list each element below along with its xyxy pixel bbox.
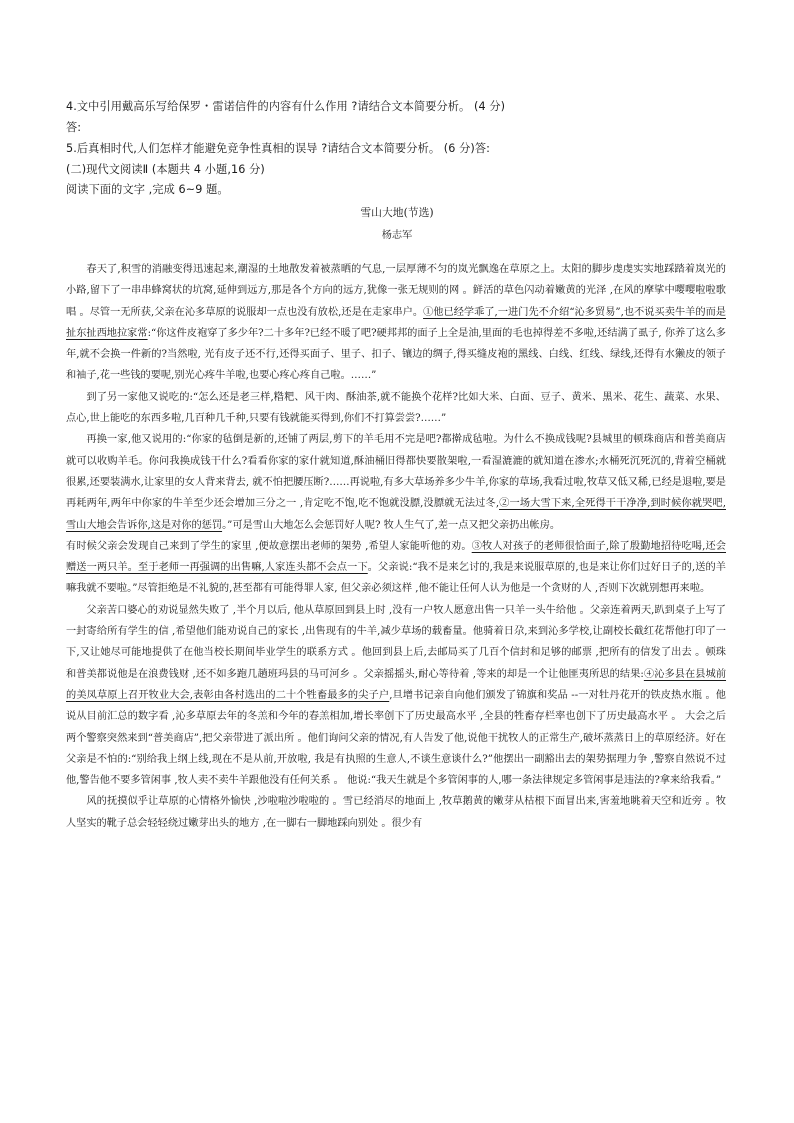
article-body bbox=[66, 259, 726, 834]
paragraph-2: 到了另一家他又说吃的:“怎么还是老三样,糌粑、风干肉、酥油茶,就不能换个花样?比如大米、白面、豆子、黄米、黑米、花生、蔬菜、水果、点心,世上能吃的东西多啦,几百种几千种,只要有钱就能买得到,你们不打算尝尝?……” bbox=[66, 391, 726, 425]
section-heading: (二)现代文阅读Ⅱ (本题共 4 小题,16 分) bbox=[66, 163, 265, 176]
reading-instruction: 阅读下面的文字 ,完成 6~9 题。 bbox=[66, 183, 229, 196]
paragraph-5-text-a: 父亲苦口婆心的劝说显然失败了 ,半个月以后, 他从草原回到县上时 ,没有一户牧人愿意出售一只羊一头牛给他 。父亲连着两天,趴到桌子上写了一封寄给所有学生的信 ,希望他们能劝说自己的家长 ,出售现有的牛羊,减少草场的载畜量。他骑着日尕,来到沁多学校,让副校长截红花帮他打印了一下,又让她尽可能地提供了在他当校长期间毕业学生的联系方式 。他回到县上后,去邮局买了几百个信封和足够的邮票 ,把所有的信发了出去 。顿珠和普美都说他是在浪费钱财 ,还不如多跑几趟班玛县的马可河乡 。父亲摇摇头,耐心等待着 ,等来的却是一个让他匪夷所思的结果: bbox=[66, 604, 726, 680]
paragraph-3-text-a: 再换一家,他又说用的:“你家的毡倒是新的,还铺了两层,剪下的羊毛用不完是吧?都擀成毡啦。为什么不换成钱呢?县城里的顿珠商店和普美商店就可以收购羊毛。你问我换成钱干什么?看看你家的家什就知道,酥油桶旧得都快要散架啦,一看湿漉漉的就知道在渗水;水桶死沉死沉的,背着空桶就很累,还要装满水,让家里的女人背来背去, 就不怕把腰压断?……再说啦,有多大草场养多少牛羊,你家的草场,我看过啦,牧草又低又稀,已经是退啦,要是再耗两年,两年中你家的牛羊至少还会增加三分之一 ,肯定吃不饱,吃不饱就没膘,没膘就无法过冬, bbox=[66, 434, 726, 510]
paragraph-4-text-b: 。父亲说:“我不是来乞讨的,我是来说服草原的,也是来让你们过好日子的,送的羊嘛我就不要啦。”尽管拒绝是不礼貌的,甚至都有可能得罪人家, 但父亲必须这样 ,他不能让任何人认为他是一个贪财的人 ,否则下次就别想再来啦。 bbox=[66, 562, 726, 595]
underlined-sentence-3: ③牧人对孩子的老师很恰面子,除了殷勤地招待吃喝,还会赠送一两只羊。至于老师一再强调的出售嘛,人家连头都不会点一下 bbox=[66, 540, 726, 574]
underlined-sentence-4: ④沁多县在县城前的美凤草原上召开牧业大会,表彰由各村选出的二十个牲畜最多的尖子户 bbox=[66, 668, 727, 701]
question-5: 5.后真相时代,人们怎样才能避免竞争性真相的误导 ?请结合文本简要分析。 (6 分)答: bbox=[66, 142, 491, 155]
underlined-sentence-2: ②一场大雪下来,全死得干干净净,到时候你就哭吧,雪山大地会告诉你,这是对你的惩罚 bbox=[66, 498, 726, 531]
paragraph-4-text-a: 有时候父亲会发现自己来到了学生的家里 ,便故意摆出老师的架势 ,希望人家能听他的劝。 bbox=[66, 540, 472, 552]
underlined-sentence-1: ①他已经学乖了,一进门先不介绍“沁多贸易”,也不说买卖牛羊的而是扯东扯西地拉家常 bbox=[66, 306, 726, 339]
paragraph-3 bbox=[66, 429, 726, 535]
question-4: 4.文中引用戴高乐写给保罗・雷诺信件的内容有什么作用 ?请结合文本简要分析。 (4 分) bbox=[66, 100, 506, 113]
article-title: 雪山大地(节选) bbox=[360, 206, 434, 219]
paragraph-1-text-b: :“你这件皮袍穿了多少年?二十多年?已经不暖了吧?硬邦邦的面子上全是油,里面的毛也掉得差不多啦,还结满了虱子, 你养了这么多年,就不会换一件新的?当然啦, 光有皮子还不行,还得买面子、里子、扣子、镶边的绸子,得买缝皮袍的黑线、白线、红线、绿线,还得有水獭皮的领子和袖子,花一些钱的要呢,别光心疼牛羊啦,也要心疼心疼自己啦。……” bbox=[66, 327, 726, 382]
paragraph-5 bbox=[66, 600, 726, 792]
paragraph-3-text-b: 。”可是雪山大地怎么会惩罚好人呢? 牧人生气了,差一点又把父亲扔出帐房。 bbox=[222, 519, 561, 531]
paragraph-1-text-a: 春天了,积雪的消融变得迅速起来,潮湿的土地散发着被蒸晒的气息,一层厚薄不匀的岚光飘逸在草原之上。太阳的脚步虔虔实实地踩踏着岚光的小路,留下了一串串蜂窝状的坑窝,延伸到远方,那是各个方向的远方,犹像一张无规则的网 。鲜活的草色闪动着嫩黄的光泽 ,在风的摩挲中嘤嘤啦啦歌唱 。尽管一无所获,父亲在沁多草原的说服却一点也没有放松,还是在走家串户。 bbox=[66, 264, 726, 318]
article-author: 杨志军 bbox=[381, 230, 413, 241]
paragraph-1 bbox=[66, 259, 726, 387]
question-4-answer: 答: bbox=[66, 121, 82, 134]
paragraph-5-text-b: ,旦增书记亲自向他们颁发了锦旗和奖品 --一对牡丹花开的铁皮热水瓶 。他说从目前汇总的数字看 ,沁多草原去年的冬羔和今年的春羔相加,增长率创下了历史最高水平 ,全县的牲畜存栏率也创下了历史最高水平 。 大会之后两个警察突然来到“普美商店”,把父亲带进了派出所 。他们询问父亲的情况,有人告发了他,说他干扰牧人的正常生产,破坏蒸蒸日上的草原经济。好在父亲是不怕的:“别给我上纲上线,现在不是从前,开放啦, 我是有执照的生意人,不谈生意谈什么?”他摆出一副豁出去的架势据理力争 ,警察自然说不过他,警告他不要多管闲事 ,牧人卖不卖牛羊跟他没有任何关系 。 他说:“我天生就是个多管闲事的人,哪一条法律规定多管闲事是违法的?拿来给我看。” bbox=[66, 689, 726, 787]
paragraph-6: 风的抚摸似乎让草原的心情格外愉快 ,沙啦啦沙啦啦的 。雪已经消尽的地面上 ,牧草鹅黄的嫩芽从枯根下面冒出来,害羞地眺着天空和近旁 。牧人坚实的靴子总会轻轻绕过嫩芽出头的地方 ,在一脚右一脚地踩向别处 。很少有 bbox=[66, 796, 726, 829]
paragraph-4 bbox=[66, 536, 726, 600]
